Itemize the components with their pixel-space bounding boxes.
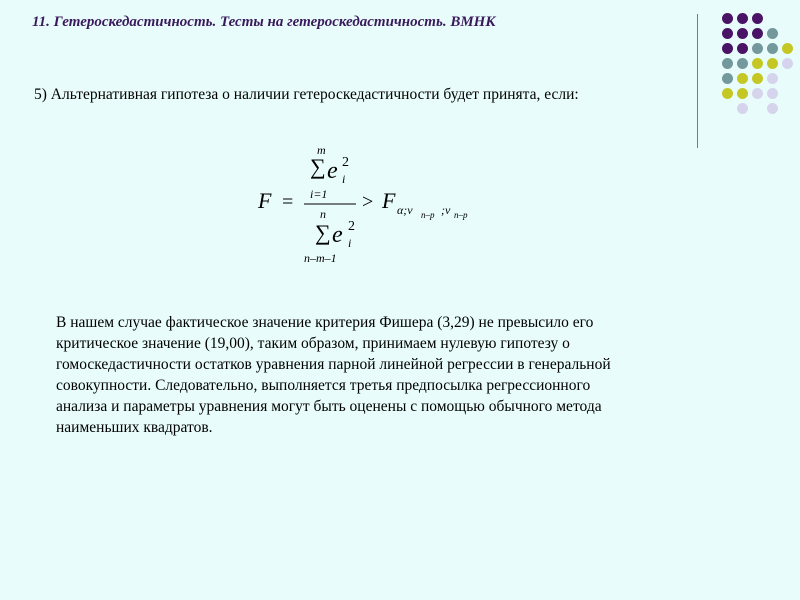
decor-dot: [782, 43, 793, 54]
decor-dot: [737, 43, 748, 54]
formula-den-sup: 2: [348, 219, 355, 234]
formula-equals: =: [282, 191, 294, 213]
decor-dot: [767, 88, 778, 99]
decor-dot: [737, 13, 748, 24]
formula-lhs: F: [258, 188, 272, 213]
paragraph-line: анализа и параметры уравнения могут быть оценены с помощью обычного метода: [56, 398, 602, 415]
formula-rhs-sub: α;ν: [397, 203, 413, 217]
decor-dot: [722, 88, 733, 99]
formula-num-sum: ∑: [310, 154, 326, 179]
decor-dot: [737, 28, 748, 39]
decor-dot: [767, 28, 778, 39]
decor-dot: [737, 103, 748, 114]
decor-dot: [722, 28, 733, 39]
paragraph-line: критическое значение (19,00), таким образом, принимаем нулевую гипотезу о: [56, 335, 570, 352]
decor-dot: [722, 13, 733, 24]
formula-num-sup: 2: [342, 155, 349, 170]
decor-dot: [752, 28, 763, 39]
formula-den-sub: i: [348, 236, 352, 250]
conclusion-paragraph: [56, 312, 716, 438]
formula-den-upper: n: [320, 207, 326, 221]
decor-dot: [737, 58, 748, 69]
formula-num-lower: i=1: [310, 187, 328, 201]
decor-dot: [752, 73, 763, 84]
slide-title: 11. Гетероскедастичность. Тесты на гетероскедастичность. ВМНК: [32, 14, 496, 30]
formula-gt: >: [362, 191, 374, 213]
formula-rhs-sep: ;ν: [441, 203, 451, 217]
decor-dot: [722, 73, 733, 84]
formula-den-lower: n–m–1: [304, 251, 337, 265]
decor-dot: [722, 58, 733, 69]
decor-dot: [752, 13, 763, 24]
decor-dot: [752, 43, 763, 54]
paragraph-line: В нашем случае фактическое значение критерия Фишера (3,29) не превысило его: [56, 314, 594, 331]
decor-dot: [752, 58, 763, 69]
formula-rhs-sub2: n–p: [421, 210, 435, 220]
formula-den-e: e: [332, 222, 343, 248]
decor-dot: [737, 73, 748, 84]
decor-divider: [697, 14, 698, 148]
decor-dot: [722, 43, 733, 54]
paragraph-line: совокупности. Следовательно, выполняется третья предпосылка регрессионного: [56, 377, 591, 394]
formula-num-upper: m: [317, 143, 326, 157]
decor-dot: [767, 73, 778, 84]
slide-subtitle: 5) Альтернативная гипотеза о наличии гетероскедастичности будет принята, если:: [34, 86, 579, 103]
formula-num-sub: i: [342, 172, 346, 186]
decor-dot: [752, 88, 763, 99]
decor-dot: [767, 103, 778, 114]
formula-rhs: F: [382, 188, 396, 213]
decor-dot: [737, 88, 748, 99]
paragraph-line: наименьших квадратов.: [56, 419, 213, 436]
decor-dot: [767, 58, 778, 69]
fisher-formula: [250, 140, 490, 270]
decor-dot: [767, 43, 778, 54]
formula-den-sum: ∑: [315, 220, 331, 245]
formula-rhs-sub3: n–p: [454, 210, 468, 220]
formula-num-e: e: [327, 158, 338, 184]
paragraph-line: гомоскедастичности остатков уравнения парной линейной регрессии в генеральной: [56, 356, 611, 373]
decor-dot: [782, 58, 793, 69]
